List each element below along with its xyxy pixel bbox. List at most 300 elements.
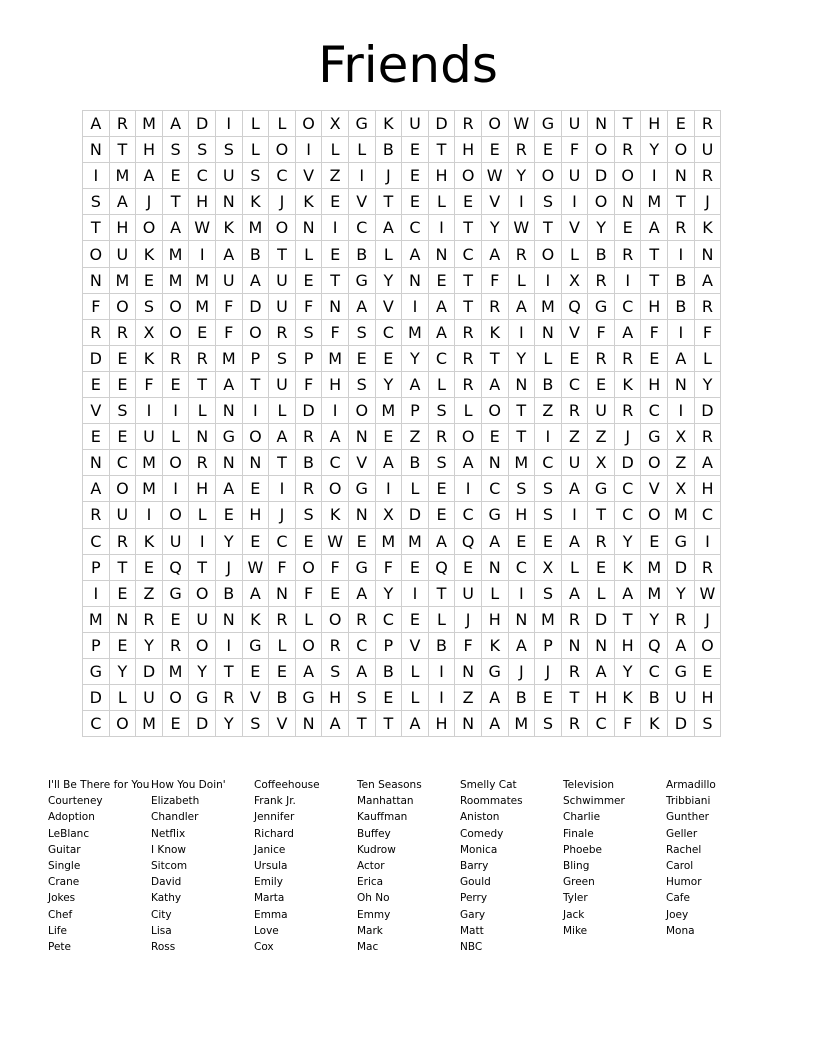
grid-cell: E	[322, 189, 349, 215]
grid-cell: F	[561, 137, 588, 163]
grid-row	[83, 502, 721, 528]
word-list-item: Armadillo	[666, 779, 716, 791]
grid-cell: Y	[588, 215, 615, 241]
grid-cell: A	[215, 371, 242, 397]
word-list-item: Mac	[357, 941, 379, 954]
grid-cell: N	[189, 424, 216, 450]
grid-cell: E	[162, 711, 189, 737]
grid-cell: P	[375, 632, 402, 658]
grid-cell: M	[189, 267, 216, 293]
grid-cell: M	[189, 293, 216, 319]
grid-cell: Y	[402, 345, 429, 371]
grid-cell: Q	[455, 528, 482, 554]
grid-cell: L	[269, 111, 296, 137]
grid-cell: Z	[668, 450, 695, 476]
word-search-grid	[82, 110, 721, 737]
grid-cell: Z	[588, 424, 615, 450]
grid-cell: A	[481, 711, 508, 737]
grid-cell: C	[402, 215, 429, 241]
grid-cell: O	[136, 215, 163, 241]
grid-cell: C	[109, 450, 136, 476]
grid-cell: L	[162, 424, 189, 450]
grid-cell: U	[215, 267, 242, 293]
grid-cell: T	[348, 711, 375, 737]
grid-cell: T	[83, 215, 110, 241]
grid-cell: G	[535, 111, 562, 137]
grid-cell: E	[428, 476, 455, 502]
grid-cell: S	[535, 189, 562, 215]
grid-cell: O	[162, 450, 189, 476]
grid-cell: D	[242, 293, 269, 319]
grid-cell: Y	[109, 658, 136, 684]
grid-cell: R	[215, 685, 242, 711]
grid-cell: M	[136, 450, 163, 476]
grid-cell: I	[162, 476, 189, 502]
grid-cell: B	[295, 450, 322, 476]
grid-cell: F	[269, 554, 296, 580]
grid-cell: I	[508, 189, 535, 215]
grid-cell: V	[402, 632, 429, 658]
grid-cell: B	[402, 450, 429, 476]
word-list-column	[563, 777, 625, 939]
grid-cell: S	[508, 476, 535, 502]
grid-cell: M	[375, 398, 402, 424]
grid-cell: J	[535, 658, 562, 684]
grid-cell: A	[83, 476, 110, 502]
grid-cell: J	[614, 424, 641, 450]
grid-cell: G	[481, 658, 508, 684]
grid-cell: E	[215, 502, 242, 528]
grid-cell: N	[83, 450, 110, 476]
grid-cell: Y	[641, 606, 668, 632]
grid-cell: I	[668, 241, 695, 267]
grid-cell: I	[402, 580, 429, 606]
grid-cell: C	[83, 711, 110, 737]
word-list-item: Barry	[460, 860, 489, 873]
grid-cell: I	[215, 111, 242, 137]
grid-cell: I	[668, 319, 695, 345]
grid-cell: W	[694, 580, 721, 606]
grid-cell: O	[535, 163, 562, 189]
grid-cell: E	[481, 424, 508, 450]
grid-cell: E	[109, 424, 136, 450]
grid-cell: J	[269, 189, 296, 215]
grid-cell: A	[242, 580, 269, 606]
grid-cell: M	[402, 319, 429, 345]
grid-cell: M	[136, 111, 163, 137]
grid-cell: M	[641, 554, 668, 580]
grid-cell: I	[348, 163, 375, 189]
grid-cell: R	[614, 398, 641, 424]
grid-cell: H	[428, 163, 455, 189]
grid-cell: L	[402, 476, 429, 502]
grid-cell: M	[641, 189, 668, 215]
grid-cell: B	[242, 241, 269, 267]
grid-cell: L	[375, 241, 402, 267]
grid-cell: P	[295, 345, 322, 371]
grid-cell: A	[375, 215, 402, 241]
grid-cell: W	[242, 554, 269, 580]
word-list-item: Jack	[563, 908, 585, 921]
grid-cell: C	[455, 241, 482, 267]
grid-cell: H	[481, 606, 508, 632]
grid-cell: A	[508, 632, 535, 658]
grid-cell: A	[269, 424, 296, 450]
grid-cell: U	[269, 293, 296, 319]
grid-cell: C	[83, 528, 110, 554]
word-list-item: Mona	[666, 924, 695, 937]
grid-cell: A	[428, 319, 455, 345]
grid-cell: R	[83, 502, 110, 528]
word-list-item: Roommates	[460, 795, 523, 808]
grid-cell: D	[588, 606, 615, 632]
grid-cell: R	[455, 111, 482, 137]
word-list-item: I Know	[151, 843, 186, 856]
grid-cell: G	[668, 658, 695, 684]
grid-cell: D	[402, 502, 429, 528]
grid-cell: I	[295, 137, 322, 163]
grid-cell: D	[668, 711, 695, 737]
grid-row	[83, 267, 721, 293]
grid-cell: A	[614, 319, 641, 345]
grid-cell: Y	[189, 658, 216, 684]
grid-cell: S	[136, 293, 163, 319]
grid-cell: N	[295, 711, 322, 737]
grid-cell: Z	[322, 163, 349, 189]
grid-cell: T	[215, 658, 242, 684]
grid-row	[83, 163, 721, 189]
grid-cell: A	[83, 111, 110, 137]
grid-cell: I	[136, 502, 163, 528]
word-list-item: Mark	[357, 924, 383, 937]
grid-cell: C	[641, 398, 668, 424]
grid-cell: Z	[402, 424, 429, 450]
word-list-item: Television	[563, 779, 615, 791]
grid-cell: H	[189, 476, 216, 502]
word-list-item: Tyler	[563, 892, 588, 905]
grid-cell: E	[668, 111, 695, 137]
grid-cell: F	[322, 319, 349, 345]
grid-cell: T	[189, 554, 216, 580]
grid-cell: U	[588, 398, 615, 424]
grid-cell: N	[83, 267, 110, 293]
grid-cell: H	[322, 371, 349, 397]
grid-cell: E	[83, 371, 110, 397]
grid-cell: C	[455, 502, 482, 528]
grid-cell: P	[535, 632, 562, 658]
grid-cell: V	[242, 685, 269, 711]
grid-cell: L	[508, 267, 535, 293]
grid-cell: A	[641, 215, 668, 241]
grid-cell: N	[508, 606, 535, 632]
grid-row	[83, 371, 721, 397]
grid-cell: R	[614, 137, 641, 163]
grid-cell: I	[428, 215, 455, 241]
word-list-item: Manhattan	[357, 795, 414, 808]
grid-cell: V	[269, 711, 296, 737]
grid-cell: S	[535, 711, 562, 737]
grid-row	[83, 215, 721, 241]
grid-cell: C	[694, 502, 721, 528]
grid-cell: O	[109, 476, 136, 502]
grid-cell: B	[375, 137, 402, 163]
grid-cell: J	[455, 606, 482, 632]
grid-cell: C	[641, 658, 668, 684]
grid-cell: O	[641, 502, 668, 528]
grid-cell: I	[561, 502, 588, 528]
word-list-item: Green	[563, 876, 595, 889]
grid-cell: R	[561, 711, 588, 737]
grid-cell: T	[269, 241, 296, 267]
grid-cell: G	[348, 476, 375, 502]
grid-cell: M	[109, 163, 136, 189]
grid-cell: M	[136, 476, 163, 502]
grid-cell: A	[694, 450, 721, 476]
grid-cell: R	[428, 424, 455, 450]
word-list-item: Love	[254, 924, 279, 937]
grid-cell: G	[83, 658, 110, 684]
grid-cell: A	[694, 267, 721, 293]
grid-cell: E	[322, 580, 349, 606]
word-list-item: David	[151, 876, 182, 889]
grid-cell: R	[694, 111, 721, 137]
grid-cell: A	[561, 580, 588, 606]
grid-cell: U	[269, 267, 296, 293]
grid-cell: A	[481, 241, 508, 267]
grid-cell: A	[322, 711, 349, 737]
grid-cell: R	[694, 424, 721, 450]
grid-cell: H	[641, 293, 668, 319]
word-list-column	[254, 777, 320, 955]
grid-cell: T	[375, 711, 402, 737]
grid-cell: R	[588, 345, 615, 371]
grid-cell: O	[694, 632, 721, 658]
grid-cell: R	[109, 528, 136, 554]
grid-cell: E	[269, 658, 296, 684]
grid-cell: L	[242, 137, 269, 163]
grid-cell: R	[109, 111, 136, 137]
word-list-item: Gould	[460, 876, 491, 889]
grid-cell: I	[668, 398, 695, 424]
grid-cell: I	[508, 319, 535, 345]
grid-cell: R	[614, 241, 641, 267]
grid-cell: V	[561, 215, 588, 241]
grid-cell: B	[269, 685, 296, 711]
grid-cell: O	[322, 606, 349, 632]
grid-cell: P	[83, 554, 110, 580]
word-list-item: Crane	[48, 876, 80, 889]
grid-cell: O	[668, 137, 695, 163]
grid-cell: E	[402, 189, 429, 215]
grid-cell: Y	[694, 371, 721, 397]
grid-cell: A	[561, 528, 588, 554]
grid-cell: I	[641, 163, 668, 189]
grid-cell: S	[322, 658, 349, 684]
grid-cell: A	[322, 424, 349, 450]
grid-cell: R	[295, 476, 322, 502]
word-list-column	[48, 777, 149, 955]
grid-cell: G	[668, 528, 695, 554]
grid-cell: L	[189, 502, 216, 528]
grid-cell: A	[668, 345, 695, 371]
grid-cell: C	[561, 371, 588, 397]
grid-cell: T	[322, 267, 349, 293]
grid-cell: K	[136, 345, 163, 371]
word-list-column	[151, 777, 226, 955]
grid-cell: B	[428, 632, 455, 658]
grid-cell: C	[375, 606, 402, 632]
grid-cell: O	[481, 398, 508, 424]
grid-cell: D	[189, 111, 216, 137]
grid-cell: R	[508, 137, 535, 163]
grid-cell: Y	[614, 528, 641, 554]
grid-cell: E	[109, 371, 136, 397]
grid-cell: M	[535, 606, 562, 632]
grid-cell: T	[641, 241, 668, 267]
grid-cell: M	[402, 528, 429, 554]
grid-cell: W	[481, 163, 508, 189]
grid-row	[83, 658, 721, 684]
grid-cell: M	[215, 345, 242, 371]
grid-cell: Z	[455, 685, 482, 711]
grid-cell: R	[162, 345, 189, 371]
grid-cell: K	[641, 711, 668, 737]
grid-cell: O	[455, 424, 482, 450]
word-list-item: Ten Seasons	[357, 779, 422, 791]
grid-cell: O	[295, 111, 322, 137]
grid-cell: Z	[535, 398, 562, 424]
grid-cell: E	[109, 580, 136, 606]
grid-cell: U	[561, 450, 588, 476]
grid-cell: T	[588, 502, 615, 528]
word-list-item: Tribbiani	[666, 795, 711, 808]
grid-cell: J	[215, 554, 242, 580]
word-list-item: Courteney	[48, 795, 103, 808]
grid-cell: O	[162, 502, 189, 528]
grid-cell: C	[348, 632, 375, 658]
grid-cell: E	[242, 476, 269, 502]
grid-cell: O	[588, 137, 615, 163]
grid-cell: U	[694, 137, 721, 163]
grid-cell: N	[614, 189, 641, 215]
word-list-item: Netflix	[151, 827, 186, 840]
grid-cell: Y	[215, 528, 242, 554]
grid-cell: M	[508, 450, 535, 476]
grid-cell: R	[455, 345, 482, 371]
grid-cell: S	[348, 319, 375, 345]
grid-cell: A	[348, 293, 375, 319]
grid-cell: S	[428, 398, 455, 424]
grid-cell: C	[428, 345, 455, 371]
grid-cell: S	[535, 502, 562, 528]
page-title: Friends	[318, 36, 498, 94]
grid-cell: Y	[481, 215, 508, 241]
grid-cell: R	[162, 632, 189, 658]
grid-cell: A	[481, 371, 508, 397]
word-list-item: Phoebe	[563, 843, 602, 856]
grid-cell: C	[348, 215, 375, 241]
grid-cell: I	[535, 267, 562, 293]
grid-cell: U	[109, 502, 136, 528]
grid-cell: A	[348, 580, 375, 606]
grid-cell: R	[295, 424, 322, 450]
grid-cell: T	[428, 137, 455, 163]
grid-cell: O	[242, 319, 269, 345]
grid-cell: X	[668, 476, 695, 502]
grid-cell: A	[242, 267, 269, 293]
word-list-item: Life	[48, 924, 67, 937]
grid-cell: I	[455, 476, 482, 502]
grid-cell: M	[109, 267, 136, 293]
grid-cell: T	[162, 189, 189, 215]
grid-cell: R	[561, 658, 588, 684]
grid-cell: R	[136, 606, 163, 632]
grid-cell: A	[428, 293, 455, 319]
word-list-item: Mike	[563, 924, 588, 937]
grid-cell: E	[375, 685, 402, 711]
grid-row	[83, 293, 721, 319]
grid-cell: N	[455, 658, 482, 684]
grid-cell: H	[109, 215, 136, 241]
word-list-item: LeBlanc	[48, 827, 90, 840]
grid-cell: J	[375, 163, 402, 189]
grid-cell: H	[588, 685, 615, 711]
grid-cell: O	[588, 189, 615, 215]
grid-cell: T	[189, 371, 216, 397]
grid-cell: A	[402, 711, 429, 737]
grid-cell: X	[136, 319, 163, 345]
grid-cell: S	[109, 398, 136, 424]
grid-cell: Q	[641, 632, 668, 658]
grid-cell: T	[242, 371, 269, 397]
grid-cell: R	[588, 528, 615, 554]
word-list-item: Adoption	[48, 811, 95, 824]
grid-cell: T	[481, 345, 508, 371]
grid-cell: R	[694, 554, 721, 580]
grid-cell: N	[109, 606, 136, 632]
grid-cell: P	[242, 345, 269, 371]
grid-cell: B	[535, 371, 562, 397]
grid-cell: A	[215, 476, 242, 502]
grid-cell: Z	[561, 424, 588, 450]
grid-cell: F	[215, 293, 242, 319]
grid-cell: E	[535, 137, 562, 163]
grid-cell: G	[242, 632, 269, 658]
grid-cell: S	[535, 476, 562, 502]
word-list-item: Marta	[254, 892, 285, 905]
word-list-item: Guitar	[48, 843, 81, 856]
word-list-item: City	[151, 908, 172, 921]
grid-cell: T	[614, 606, 641, 632]
grid-cell: P	[83, 632, 110, 658]
grid-cell: I	[322, 398, 349, 424]
grid-cell: E	[189, 319, 216, 345]
grid-cell: L	[348, 137, 375, 163]
grid-cell: N	[694, 241, 721, 267]
grid-cell: A	[402, 241, 429, 267]
grid-cell: H	[641, 371, 668, 397]
grid-cell: B	[641, 685, 668, 711]
grid-cell: Z	[136, 580, 163, 606]
grid-row	[83, 685, 721, 711]
grid-row	[83, 398, 721, 424]
grid-cell: O	[269, 137, 296, 163]
grid-cell: F	[136, 371, 163, 397]
grid-cell: R	[269, 606, 296, 632]
grid-cell: I	[215, 632, 242, 658]
grid-cell: G	[215, 424, 242, 450]
grid-row	[83, 711, 721, 737]
